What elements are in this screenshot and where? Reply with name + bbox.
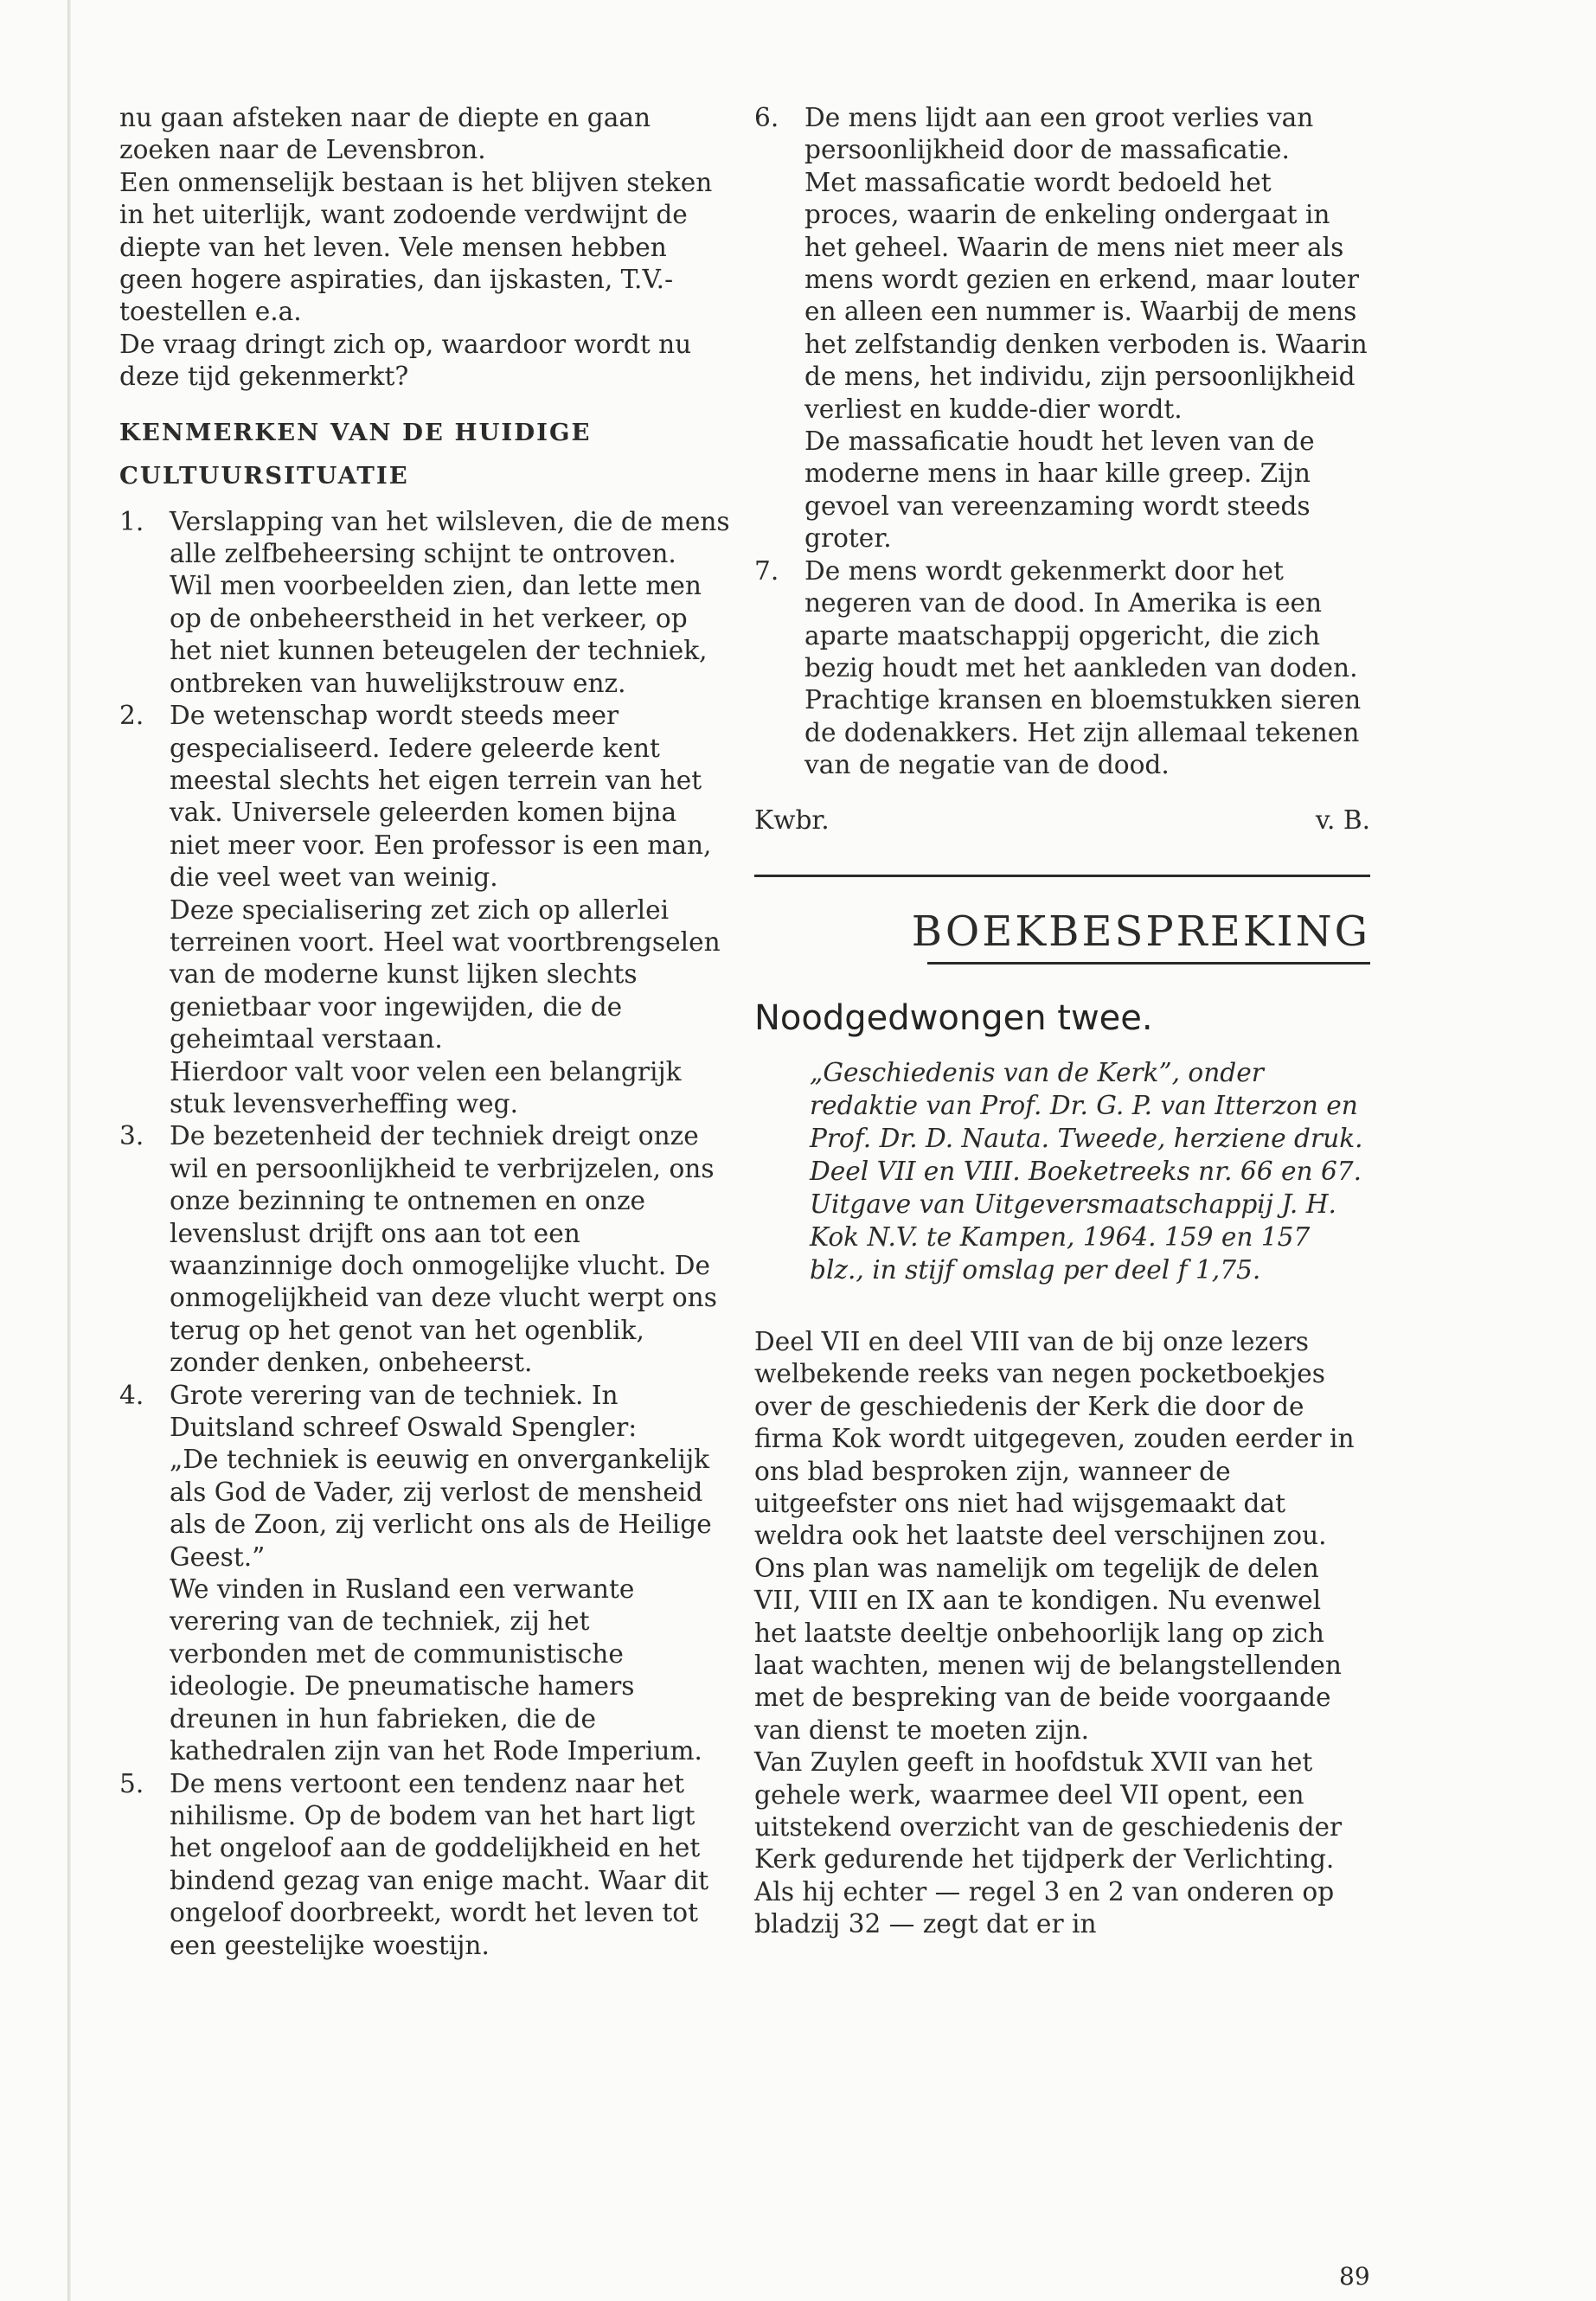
review-section-heading: BOEKBESPREKING bbox=[911, 907, 1370, 956]
list-item-text: Grote verering van de techniek. In Duitsland schreef Oswald Spengler: bbox=[170, 1380, 638, 1443]
list-item-text: De bezetenheid der techniek dreigt onze wil en persoonlijkheid te verbrijzelen, ons onze bezinning te ontnemen en onze levenslust drijft ons aan tot een waanzinnige doch onmogelijke vlucht. De onmogelijkheid van deze vlucht werpt ons terug op het genot van het ogenblik, zonder denken, onbeheerst. bbox=[170, 1121, 717, 1378]
book-citation: „Geschiedenis van de Kerk”, onder redaktie van Prof. Dr. G. P. van Itterzon en Prof. Dr. D. Nauta. Tweede, herziene druk. Deel VII en VIII. Boeketreeks nr. 66 en 67. Uitgave van Uitgeversmaatschappij J. H. Kok N.V. te Kampen, 1964. 159 en 157 blz., in stijf omslag per deel f 1,75. bbox=[810, 1057, 1363, 1285]
intro-paragraph: Een onmenselijk bestaan is het blijven steken in het uiterlijk, want zodoende verdwijnt de diepte van het leven. Vele mensen hebben geen hogere aspiraties, dan ijskasten, T.V.-toestellen e.a. bbox=[119, 167, 713, 327]
list-item-text: De massaficatie houdt het leven van de moderne mens in haar kille greep. Zijn gevoel van vereenzaming wordt steeds groter. bbox=[804, 426, 1315, 554]
section-heading: KENMERKEN VAN DE HUIDIGE CULTUURSITUATIE bbox=[119, 418, 592, 490]
book-review-title: Noodgedwongen twee. bbox=[754, 997, 1153, 1038]
list-item-text: De mens lijdt aan een groot verlies van persoonlijkheid door de massaficatie. bbox=[804, 103, 1314, 165]
list-item-number: 6. bbox=[754, 103, 779, 132]
list-item-text: De mens wordt gekenmerkt door het negeren van de dood. In Amerika is een aparte maatschappij opgericht, die zich bezig houdt met het aankleden van doden. Prachtige kransen en bloemstukken sieren de dodenakkers. Het zijn allemaal tekenen van de negatie van de dood. bbox=[804, 555, 1362, 780]
left-column bbox=[119, 102, 732, 1962]
list-item-number: 7. bbox=[754, 555, 779, 586]
list-item bbox=[754, 555, 1370, 782]
signature-right: v. B. bbox=[1315, 804, 1370, 835]
intro-paragraph: De vraag dringt zich op, waardoor wordt nu deze tijd gekenmerkt? bbox=[119, 329, 692, 392]
intro-paragraph: nu gaan afsteken naar de diepte en gaan zoeken naar de Levensbron. bbox=[119, 103, 651, 165]
list-item-quote: „De techniek is eeuwig en onvergankelijk als God de Vader, zij verlost de mensheid als de Zoon, zij verlicht ons als de Heilige Geest.” bbox=[170, 1445, 712, 1572]
article-signature bbox=[754, 804, 1370, 836]
page-number: 89 bbox=[1339, 2262, 1370, 2291]
review-body bbox=[754, 1326, 1370, 1941]
review-paragraph: Van Zuylen geeft in hoofdstuk XVII van het gehele werk, waarmee deel VII opent, een uitstekend overzicht van de geschiedenis der Kerk gedurende het tijdperk der Verlichting. Als hij echter — regel 3 en 2 van onderen op bladzij 32 — zegt dat er in bbox=[754, 1747, 1343, 1939]
list-item-text: Verslapping van het wilsleven, die de mens alle zelfbeheersing schijnt te ontroven. bbox=[170, 506, 730, 569]
signature-left: Kwbr. bbox=[754, 804, 830, 835]
list-item-text: Deze specialisering zet zich op allerlei terreinen voort. Heel wat voortbrengselen van de moderne kunst lijken slechts genietbaar voor ingewijden, die de geheimtaal verstaan. bbox=[170, 894, 721, 1054]
divider-rule bbox=[754, 875, 1370, 877]
list-item bbox=[119, 700, 732, 1120]
list-item-number: 5. bbox=[119, 1768, 144, 1798]
list-item-text: Met massaficatie wordt bedoeld het proces, waarin de enkeling ondergaat in het geheel. Waarin de mens niet meer als mens wordt gezien en erkend, maar louter en alleen een nummer is. Waarbij de mens het zelfstandig denken verboden is. Waarin de mens, het individu, zijn persoonlijkheid verliest en kudde-dier wordt. bbox=[804, 167, 1368, 424]
page-gutter-edge bbox=[67, 0, 71, 2301]
list-item-text: We vinden in Rusland een verwante verering van de techniek, zij het verbonden met de communistische ideologie. De pneumatische hamers dreunen in hun fabrieken, die de kathedralen zijn van het Rode Imperium. bbox=[170, 1574, 702, 1766]
list-item-number: 3. bbox=[119, 1121, 144, 1151]
list-item-text: Hierdoor valt voor velen een belangrijk stuk levensverheffing weg. bbox=[170, 1056, 682, 1118]
list-item-text: De wetenschap wordt steeds meer gespecialiseerd. Iedere geleerde kent meestal slechts het eigen terrein van het vak. Universele geleerden komen bijna niet meer voor. Een professor is een man, die veel weet van weinig. bbox=[170, 701, 712, 893]
list-item-number: 2. bbox=[119, 701, 144, 731]
review-paragraph: Deel VII en deel VIII van de bij onze lezers welbekende reeks van negen pocketboekjes over de geschiedenis der Kerk die door de firma Kok wordt uitgegeven, zouden eerder in ons blad besproken zijn, wanneer de uitgeefster ons niet had wijsgemaakt dat weldra ook het laatste deel verschijnen zou. Ons plan was namelijk om tegelijk de delen VII, VIII en IX aan te kondigen. Nu evenwel het laatste deeltje onbehoorlijk lang op zich laat wachten, menen wij de belangstellenden met de bespreking van de beide voorgaande van dienst te moeten zijn. bbox=[754, 1326, 1355, 1745]
heading-underline bbox=[927, 962, 1370, 965]
list-item bbox=[119, 506, 732, 700]
list-item bbox=[119, 1380, 732, 1768]
list-item bbox=[754, 102, 1370, 555]
list-item-text: De mens vertoont een tendenz naar het nihilisme. Op de bodem van het hart ligt het ongeloof aan de goddelijkheid en het bindend gezag van enige macht. Waar dit ongeloof doorbreekt, wordt het leven tot een geestelijke woestijn. bbox=[170, 1768, 709, 1960]
list-item bbox=[119, 1120, 732, 1379]
right-column bbox=[754, 102, 1370, 1941]
list-item bbox=[119, 1768, 732, 1962]
list-item-number: 1. bbox=[119, 506, 144, 536]
list-item-text: Wil men voorbeelden zien, dan lette men op de onbeheerstheid in het verkeer, op het niet kunnen beteugelen der techniek, ontbreken van huwelijkstrouw enz. bbox=[170, 571, 708, 698]
list-item-number: 4. bbox=[119, 1380, 144, 1410]
